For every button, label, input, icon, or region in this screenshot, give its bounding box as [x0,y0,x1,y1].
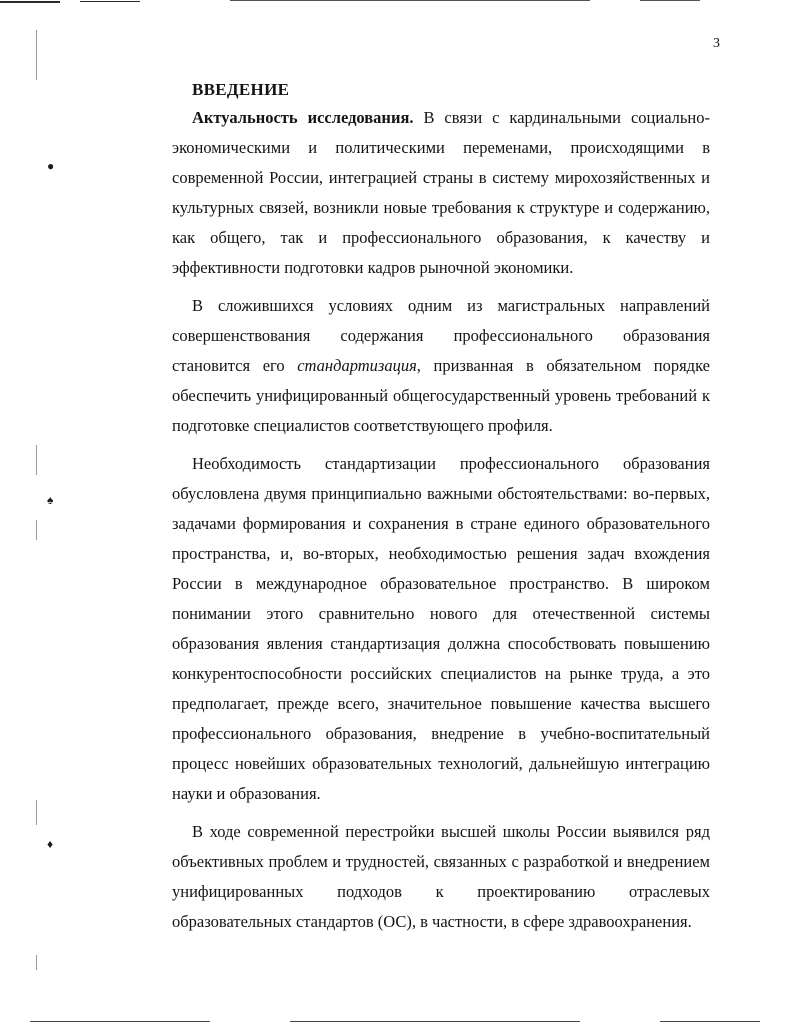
paragraph-text: , призванная в обязательном порядке обеспечить унифицированный общегосударственный уровень требований к подготовке специалистов соответствующего профиля. [172,356,710,435]
scan-edge-line [290,1021,580,1022]
paragraph-relevance [172,103,710,283]
paragraph-reform [172,817,710,937]
scan-edge-line [30,1021,210,1022]
binder-hole-mark-icon: ● [47,159,55,173]
margin-mark [36,445,37,475]
scan-edge-line [660,1021,760,1022]
paragraph-text: В связи с кардинальными социально-экономическими и политическими переменами, происходящими в современной России, интеграцией страны в систему мирохозяйственных и культурных связей, возникли новые требования к структуре и содержанию, как общего, так и профессионального образования, к качеству и эффективности подготовки кадров рыночной экономики. [172,108,710,277]
page-title: ВВЕДЕНИЕ [192,80,290,99]
margin-mark [36,800,37,825]
page-number: 3 [713,36,720,51]
binder-hole-mark-icon: ♠ [47,493,54,507]
scan-edge-line [640,0,700,1]
paragraph-text: В сложившихся условиях одним из магистральных направлений совершенствования содержания профессионального образования становится его [172,296,710,375]
paragraph-text: В ходе современной перестройки высшей школы России выявился ряд объективных проблем и трудностей, связанных с разработкой и внедрением унифицированных подходов к проектированию отраслевых образовательных стандартов (ОС), в частности, в сфере здравоохранения. [172,822,710,931]
binder-hole-mark-icon: ♦ [47,837,54,851]
paragraph-necessity [172,449,710,809]
margin-mark [36,955,37,970]
paragraph-lead: Актуальность исследования. [192,108,414,127]
margin-mark [36,520,37,540]
scan-edge-line [230,0,590,1]
emphasis-term: стандартизация [297,356,417,375]
scan-edge-line [0,1,60,3]
paragraph-standardization [172,291,710,441]
paragraph-text: Необходимость стандартизации профессионального образования обусловлена двумя принципиально важными обстоятельствами: во-первых, задачами формирования и сохранения в стране единого образовательного пространства, и, во-вторых, необходимостью решения задач вхождения России в международное образовательное пространство. В широком понимании этого сравнительно нового для отечественной системы образования явления стандартизация должна способствовать повышению конкурентоспособности российских специалистов на рынке труда, а это предполагает, прежде всего, значительное повышение качества высшего профессионального образования, внедрение в учебно-воспитательный процесс новейших образовательных технологий, дальнейшую интеграцию науки и образования. [172,454,710,803]
scan-edge-line [80,1,140,2]
document-body [172,103,710,945]
margin-mark [36,30,37,80]
